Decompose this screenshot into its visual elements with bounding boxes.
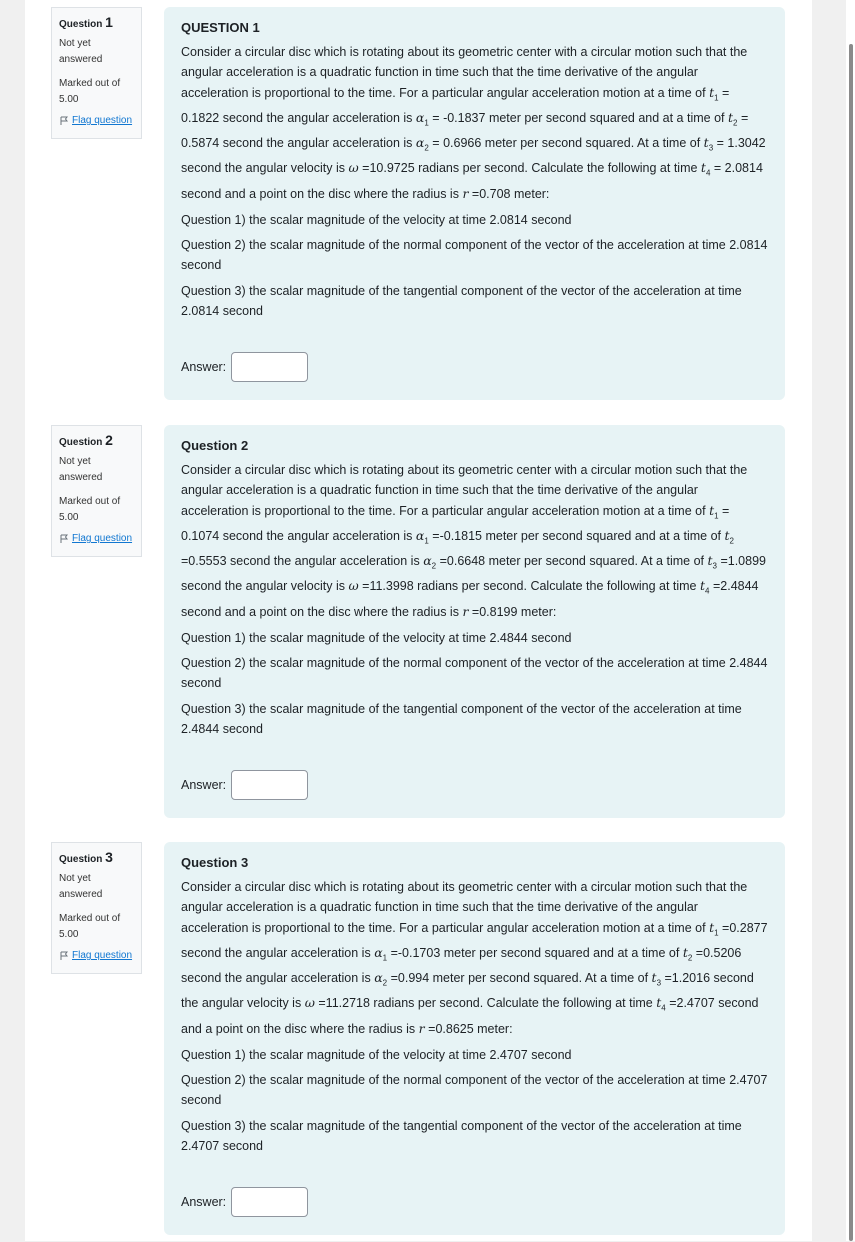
sub-question-3: Question 3) the scalar magnitude of the tangential component of the vector of the acceleration at time 2.4844 second	[181, 701, 742, 736]
answer-label: Answer:	[181, 778, 227, 792]
answer-row	[181, 770, 308, 800]
answer-label: Answer:	[181, 360, 227, 374]
flag-question-link[interactable]: Flag question	[59, 950, 135, 961]
question-text: Consider a circular disc which is rotating about its geometric center with a circular motion such that the angular acceleration is a quadratic function in time such that the time derivative of the angular acceleration is proportional to the time. For a particular angular acceleration motion at a time of $t_1 = 0.1822$ second the angular acceleration is $\alpha_1 = -0.1837$ meter per second squared and at a time of $t_2 = 0.5874$ second the angular acceleration is $\alpha_2 = 0.6966$ meter per second squared. At a time of $t_3 = 1.3042$ second the angular velocity is ω =10.9725 radians per second. Calculate the following at time $t_4 = 2.0814$ second and a point on the disc where the radius is r =0.708 meter:	[181, 45, 766, 201]
answer-input[interactable]	[231, 770, 308, 800]
question-block-2	[25, 425, 812, 825]
sub-question-3: Question 3) the scalar magnitude of the tangential component of the vector of the acceleration at time 2.4707 second	[181, 1118, 742, 1153]
sub-question-2: Question 2) the scalar magnitude of the normal component of the vector of the acceleration at time 2.4844 second	[181, 656, 768, 691]
sub-question-2: Question 2) the scalar magnitude of the normal component of the vector of the acceleration at time 2.4707 second	[181, 1073, 768, 1108]
flag-icon	[59, 951, 69, 961]
question-grade: Marked out of 5.00	[59, 496, 121, 523]
question-block-1	[25, 7, 812, 407]
question-number: Question 1	[59, 14, 113, 30]
question-state: Not yet answered	[59, 38, 103, 65]
question-state: Not yet answered	[59, 456, 103, 483]
question-grade: Marked out of 5.00	[59, 913, 121, 940]
flag-icon	[59, 116, 69, 126]
flag-question-link[interactable]: Flag question	[59, 533, 135, 544]
sub-question-3: Question 3) the scalar magnitude of the tangential component of the vector of the acceleration at time 2.0814 second	[181, 283, 742, 318]
flag-question-link[interactable]: Flag question	[59, 115, 135, 126]
answer-input[interactable]	[231, 352, 308, 382]
question-title: Question 2	[181, 438, 249, 453]
sub-question-2: Question 2) the scalar magnitude of the normal component of the vector of the acceleration at time 2.0814 second	[181, 238, 768, 273]
question-info-panel	[51, 425, 142, 557]
sub-question-1: Question 1) the scalar magnitude of the velocity at time 2.0814 second	[181, 212, 572, 227]
question-number: Question 2	[59, 432, 113, 448]
question-title: QUESTION 1	[181, 20, 260, 35]
question-number: Question 3	[59, 849, 113, 865]
answer-label: Answer:	[181, 1195, 227, 1209]
question-state: Not yet answered	[59, 873, 103, 900]
vertical-scrollbar[interactable]	[846, 0, 855, 1241]
question-text: Consider a circular disc which is rotating about its geometric center with a circular motion such that the angular acceleration is a quadratic function in time such that the time derivative of the angular acceleration is proportional to the time. For a particular angular acceleration motion at a time of $t_1 = 0.1074$ second the angular acceleration is $\alpha_1 =-0.1815$ meter per second squared and at a time of $t_2 =0.5553$ second the angular acceleration is $\alpha_2 =0.6648$ meter per second squared. At a time of $t_3 =1.0899$ second the angular velocity is ω =11.3998 radians per second. Calculate the following at time $t_4 =2.4844$ second and a point on the disc where the radius is r =0.8199 meter:	[181, 463, 766, 619]
question-title: Question 3	[181, 855, 249, 870]
question-block-3	[25, 842, 812, 1242]
question-content	[164, 7, 785, 400]
answer-row	[181, 1187, 308, 1217]
sub-question-1: Question 1) the scalar magnitude of the velocity at time 2.4707 second	[181, 1047, 572, 1062]
scrollbar-thumb[interactable]	[849, 44, 853, 1241]
flag-icon	[59, 534, 69, 544]
question-grade: Marked out of 5.00	[59, 78, 121, 105]
question-text: Consider a circular disc which is rotating about its geometric center with a circular motion such that the angular acceleration is a quadratic function in time such that the time derivative of the angular acceleration is proportional to the time. For a particular angular acceleration motion at a time of $t_1 =0.2877$ second the angular acceleration is $\alpha_1 =-0.1703$ meter per second squared and at a time of $t_2 =0.5206$ second the angular acceleration is $\alpha_2 =0.994$ meter per second squared. At a time of $t_3 =1.2016$ second the angular velocity is ω =11.2718 radians per second. Calculate the following at time $t_4 =2.4707$ second and a point on the disc where the radius is r =0.8625 meter:	[181, 880, 768, 1036]
answer-row	[181, 352, 308, 382]
answer-input[interactable]	[231, 1187, 308, 1217]
question-content	[164, 842, 785, 1235]
question-info-panel	[51, 7, 142, 139]
question-content	[164, 425, 785, 818]
sub-question-1: Question 1) the scalar magnitude of the velocity at time 2.4844 second	[181, 630, 572, 645]
quiz-page	[25, 0, 812, 1241]
question-info-panel	[51, 842, 142, 974]
